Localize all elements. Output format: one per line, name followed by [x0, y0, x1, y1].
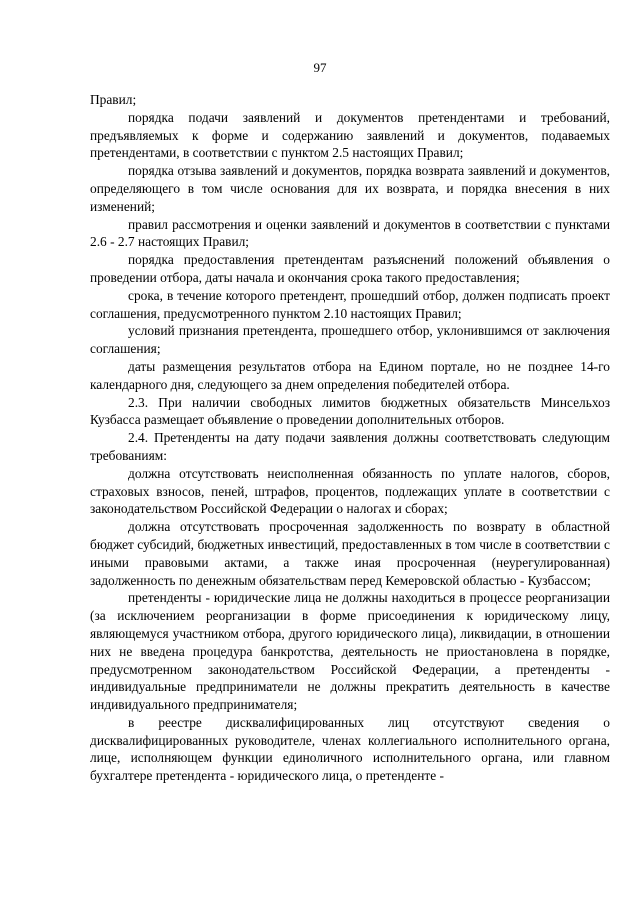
paragraph-evasion-conditions: условий признания претендента, прошедшего отбор, уклонившимся от заключения соглашения;	[90, 323, 610, 357]
paragraph-clarification-order: порядка предоставления претендентам разъяснений положений объявления о проведении отбора, даты начала и окончания срока такого предоставления;	[90, 252, 610, 285]
paragraph-tax-obligation: должна отсутствовать неисполненная обязанность по уплате налогов, сборов, страховых взносов, пеней, штрафов, процентов, подлежащих уплате в соответствии с законодательством Российской Федерации о налогах и сборах;	[90, 465, 610, 517]
paragraph-2-4: 2.4. Претенденты на дату подачи заявления должны соответствовать следующим требованиям:	[90, 430, 610, 463]
document-body	[90, 91, 610, 785]
paragraph-signing-term: срока, в течение которого претендент, прошедший отбор, должен подписать проект соглашения, предусмотренного пунктом 2.10 настоящих Правил;	[90, 287, 610, 321]
paragraph-results-date: даты размещения результатов отбора на Едином портале, но не позднее 14-го календарного дня, следующего за днем определения победителей отбора.	[90, 358, 610, 392]
page-number: 97	[313, 60, 327, 75]
paragraph-disqualified-registry: в реестре дисквалифицированных лиц отсутствуют сведения о дисквалифицированных руководителе, членах коллегиального исполнительного органа, лице, исполняющем функции единоличного исполнительного органа, или главном бухгалтере претендента - юридического лица, о претенденте -	[90, 714, 610, 784]
paragraph-withdrawal-order: порядка отзыва заявлений и документов, порядка возврата заявлений и документов, определяющего в том числе основания для их возврата, и порядка внесения в них изменений;	[90, 163, 610, 214]
paragraph-overdue-debt: должна отсутствовать просроченная задолженность по возврату в областной бюджет субсидий, бюджетных инвестиций, предоставленных в том числе в соответствии с иными правовыми актами, а также иная просроченная (неурегулированная) задолженность по денежным обязательствам перед Кемеровской областью - Кузбассом;	[90, 519, 610, 588]
paragraph-2-3: 2.3. При наличии свободных лимитов бюджетных обязательств Минсельхоз Кузбасса размещает объявление о проведении дополнительных отборов.	[90, 394, 610, 428]
paragraph-continuation: Правил;	[90, 92, 137, 107]
paragraph-reorganization: претенденты - юридические лица не должны находиться в процессе реорганизации (за исключением реорганизации в форме присоединения к юридическому лицу, являющемуся участником отбора, другого юридического лица), ликвидации, в отношении них не введена процедура банкротства, деятельность не приостановлена в порядке, предусмотренном законодательством Российской Федерации, а претенденты - индивидуальные предприниматели не должны прекратить деятельность в качестве индивидуального предпринимателя;	[90, 590, 610, 713]
paragraph-review-rules: правил рассмотрения и оценки заявлений и документов в соответствии с пунктами 2.6 - 2.7 настоящих Правил;	[90, 216, 610, 250]
paragraph-submission-order: порядка подачи заявлений и документов претендентами и требований, предъявляемых к форме и содержанию заявлений и документов, подаваемых претендентами, в соответствии с пунктом 2.5 настоящих Правил;	[90, 109, 610, 161]
